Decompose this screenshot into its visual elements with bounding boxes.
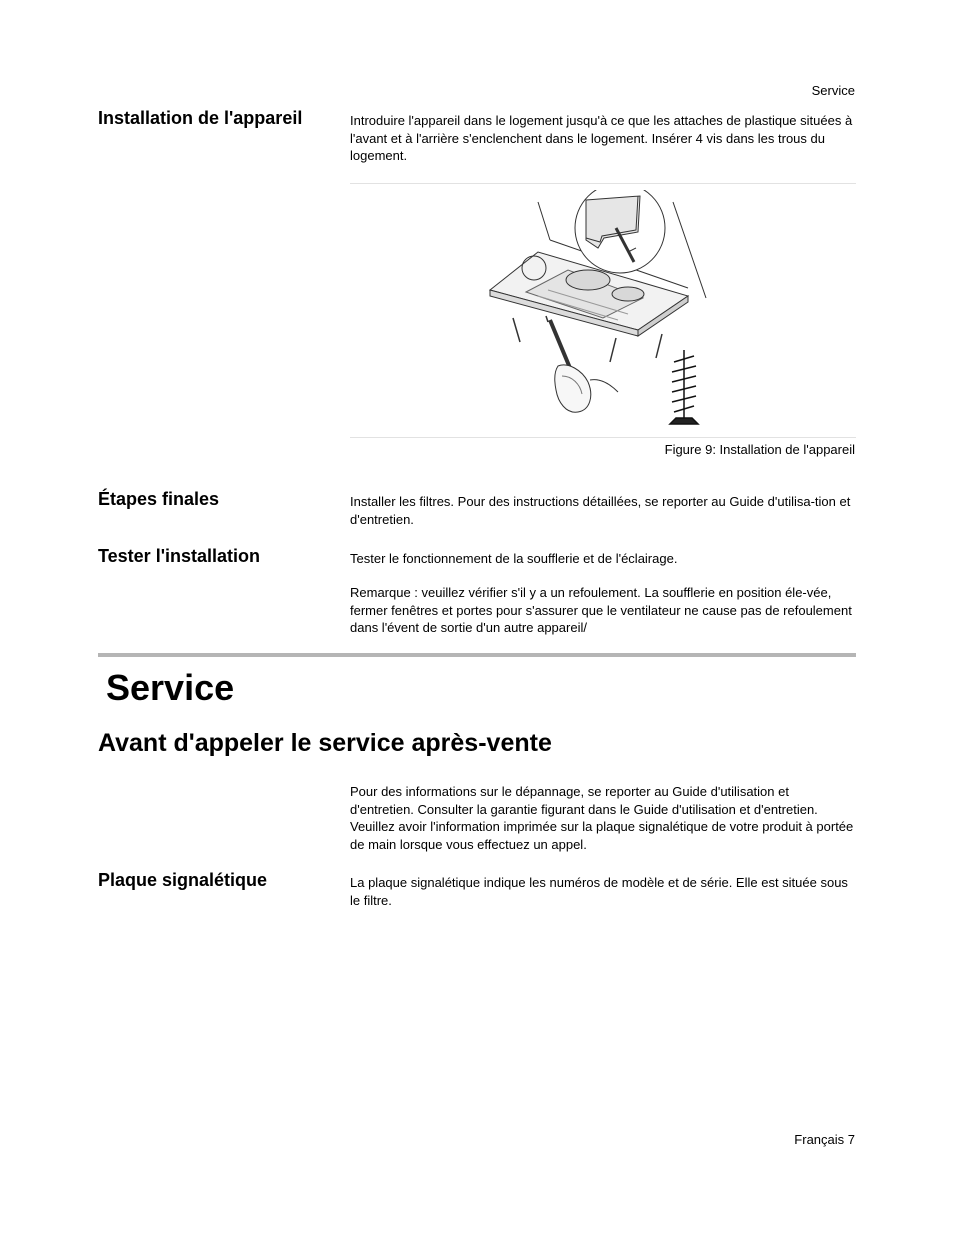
installation-text: Introduire l'appareil dans le logement jusqu'à ce que les attaches de plastique situées à l'avant et à l'arrière s'enclenchent dans le logement. Insérer 4 vis dans les trous du logement. [350,113,853,163]
test-heading: Tester l'installation [98,546,260,566]
hood-installation-illustration-icon [478,190,728,432]
service-title: Service [106,667,235,708]
page-footer: Français 7 [794,1132,855,1147]
test-text-2: Remarque : veuillez vérifier s'il y a un refoulement. La soufflerie en position éle-vée, fermer fenêtres et portes pour s'assurer que le ventilateur ne cause pas de refoulement dans l'évent de sortie d'un autre appareil/ [350,585,852,635]
installation-heading: Installation de l'appareil [98,108,303,128]
plate-text: La plaque signalétique indique les numéros de modèle et de série. Elle est située sous le filtre. [350,875,848,908]
plate-heading: Plaque signalétique [98,870,268,890]
section-divider [98,653,856,657]
figure-bottom-rule [350,437,856,438]
service-text: Pour des informations sur le dépannage, se reporter au Guide d'utilisation et d'entretien. Consulter la garantie figurant dans le Guide d'utilisation et d'entretien. Veuillez avoir l'information imprimée sur la plaque signalétique de votre produit à portée de main lorsque vous effectuez un appel. [350,784,854,852]
running-header: Service [811,83,855,98]
final-steps-text: Installer les filtres. Pour des instructions détaillées, se reporter au Guide d'utilisa-tion et d'entretien. [350,494,851,527]
figure-caption: Figure 9: Installation de l'appareil [664,442,855,457]
installation-figure [478,190,728,432]
final-steps-heading: Étapes finales [98,489,220,509]
service-subtitle: Avant d'appeler le service après-vente [98,729,552,757]
test-text-1: Tester le fonctionnement de la soufflerie et de l'éclairage. [350,551,678,566]
figure-top-rule [350,183,856,184]
